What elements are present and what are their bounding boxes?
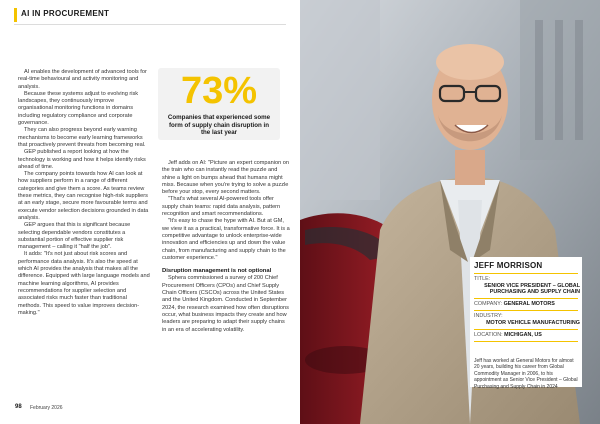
article-subhead: Disruption management is not optional xyxy=(162,268,272,275)
stat-caption: Companies that experienced some form of supply chain disruption in the last year xyxy=(167,114,271,137)
field-value: GENERAL MOTORS xyxy=(503,301,555,307)
paragraph: The company points towards how AI can look at how suppliers perform in a range of different categories and give them a score. As teams review these metrics, they can recognise high-risk suppliers at an early stage, secure more favourable terms and execute vendor selection decisions grounded in data analysis. xyxy=(18,171,149,221)
card-divider xyxy=(474,273,578,274)
paragraph: Jeff adds on AI: "Picture an expert companion on the train who can instantly read the puzzle and shine a light on bumps ahead that humans might miss. Because when you're trying to solve a puzzle before your stop, every second matters. xyxy=(162,160,289,196)
profile-industry xyxy=(474,313,580,326)
profile-name: JEFF MORRISON xyxy=(474,261,543,270)
field-value: MICHIGAN, US xyxy=(504,332,542,338)
paragraph: "That's what several AI-powered tools offer supply chain teams: rapid data analysis, pattern recognition and smart recommendations. xyxy=(162,196,281,218)
paragraph: Sphera commissioned a survey of 200 Chief Procurement Officers (CPOs) and Chief Supply Chain Officers (CSCOs) across the United States and the United Kingdom. Conducted in September 2024, the research examined how often disruptions occur, what business impacts they create and how leaders are preparing to adapt their supply chains in an era of accelerating volatility. xyxy=(162,275,289,333)
profile-company xyxy=(474,301,580,308)
stat-callout xyxy=(158,68,280,140)
field-label: INDUSTRY: xyxy=(474,313,503,319)
profile-card xyxy=(470,257,582,390)
field-value: SENIOR VICE PRESIDENT – GLOBAL PURCHASING AND SUPPLY CHAIN xyxy=(484,282,580,296)
card-divider xyxy=(474,310,578,311)
field-value: MOTOR VEHICLE MANUFACTURING xyxy=(486,319,580,326)
article-column-2 xyxy=(162,160,290,334)
paragraph: It adds: "It's not just about risk scores and performance data analysis. It's also the speed at which AI provides the analysis that makes all the difference. Equipped with large language models and machine learning algorithms, AI provides recommendations for supplier selection and associated risks much faster than traditional methods. This speed to value improves decision-making." xyxy=(18,251,150,316)
field-label: COMPANY: xyxy=(474,301,503,307)
issue-date: February 2026 xyxy=(30,405,63,411)
profile-bio: Jeff has worked at General Motors for almost 20 years, building his career from Global Commodity Manager in 2006, to his appointment as Senior Vice President – Global Purchasing and Supply Chain in 2024 xyxy=(474,358,578,390)
paragraph: AI enables the development of advanced tools for real-time behavioural and activity monitoring and analysis. xyxy=(18,69,147,90)
article-column-1 xyxy=(18,69,150,317)
stat-value: 73% xyxy=(180,70,258,112)
header-divider xyxy=(14,24,286,25)
card-divider xyxy=(474,329,578,330)
section-header: AI IN PROCUREMENT xyxy=(21,9,110,18)
card-divider xyxy=(474,298,578,299)
paragraph: GEP argues that this is significant because selecting dependable vendors constitutes a substantial portion of effective supplier risk management – calling it "half the job". xyxy=(18,222,131,251)
profile-title xyxy=(474,276,580,296)
card-divider xyxy=(474,341,578,342)
field-label: TITLE: xyxy=(474,276,491,282)
paragraph: They can also progress beyond early warning mechanisms to become early learning frameworks that proactively prevent threats from becoming real. xyxy=(18,127,146,148)
paragraph: Because these systems adjust to evolving risk landscapes, they continuously improve organisational monitoring functions in domains including regulatory compliance and corporate governance. xyxy=(18,90,139,127)
paragraph: GEP published a report looking at how the technology is working and how it helps identify risks ahead of time. xyxy=(18,149,146,170)
page-number: 98 xyxy=(15,404,22,410)
paragraph: "It's easy to chase the hype with AI. But at GM, we view it as a practical, transformative force. It is a competitive advantage to unlock enterprise-wide innovation and efficiencies up and down the value chain, from manufacturing and supply chain to the customer experience." xyxy=(162,218,290,261)
field-label: LOCATION: xyxy=(474,332,503,338)
profile-location xyxy=(474,332,580,339)
section-marker xyxy=(14,8,17,22)
